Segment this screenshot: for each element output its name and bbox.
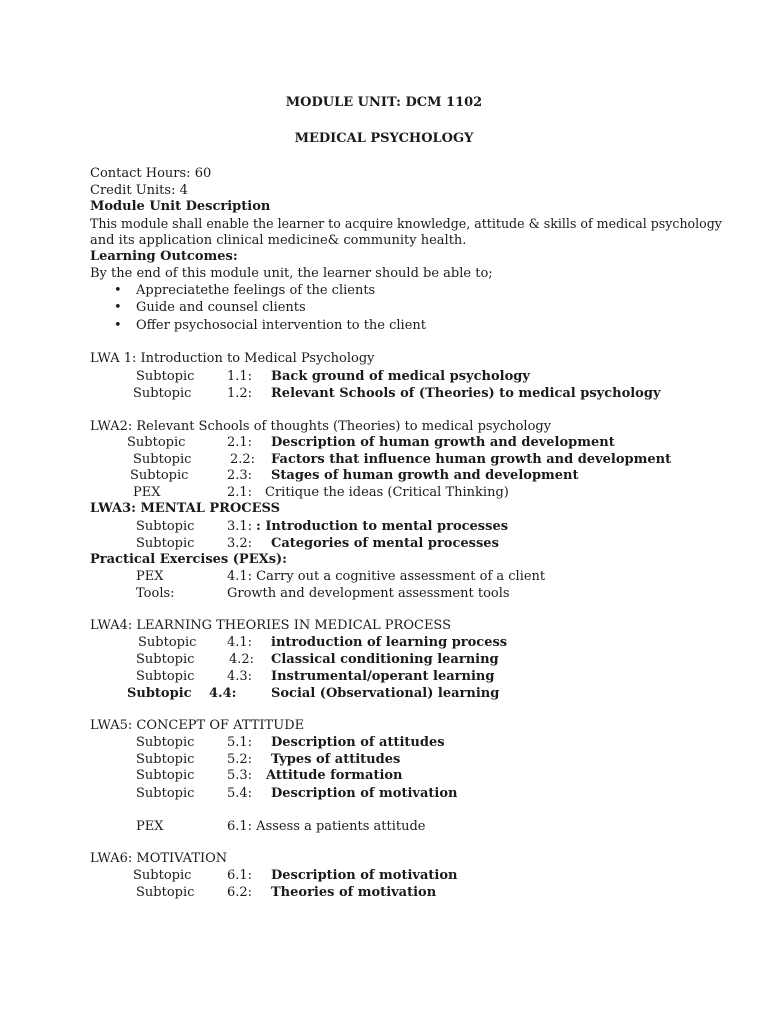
row-number: 2.3:	[227, 468, 253, 483]
bullet-icon: •	[114, 300, 122, 315]
row-topic: Attitude formation	[266, 768, 403, 783]
row-topic: 6.1: Assess a patients attitude	[227, 819, 426, 834]
bullet-icon: •	[114, 283, 122, 298]
credit-units: Credit Units: 4	[90, 183, 188, 198]
row-topic: 4.1: Carry out a cognitive assessment of a client	[227, 569, 546, 584]
row-type: Subtopic	[136, 786, 195, 801]
row-type: Subtopic	[136, 669, 195, 684]
lwa4-heading: LWA4: LEARNING THEORIES IN MEDICAL PROCESS	[90, 618, 452, 633]
module-unit-heading: MODULE UNIT: DCM 1102	[285, 95, 483, 110]
description-line-1: This module shall enable the learner to acquire knowledge, attitude & skills of medical psychology	[90, 216, 722, 231]
bullet-icon: •	[114, 318, 122, 333]
row-type: Subtopic	[127, 686, 192, 701]
contact-hours: Contact Hours: 60	[90, 166, 212, 181]
row-topic: Description of motivation	[271, 786, 458, 801]
row-topic: Critique the ideas (Critical Thinking)	[265, 485, 509, 500]
row-number: 5.3:	[227, 768, 253, 783]
row-topic: Description of human growth and development	[271, 435, 615, 450]
row-type: Subtopic	[133, 452, 192, 467]
row-number: 1.2:	[227, 386, 253, 401]
row-topic: Stages of human growth and development	[271, 468, 579, 483]
outcome-item: Offer psychosocial intervention to the client	[136, 318, 427, 333]
row-type: PEX	[136, 569, 164, 584]
row-type: Subtopic	[133, 386, 192, 401]
row-type: PEX	[136, 819, 164, 834]
row-topic: Description of motivation	[271, 868, 458, 883]
row-number: 4.1:	[227, 635, 253, 650]
row-number: 3.1:	[227, 519, 253, 534]
row-topic: Back ground of medical psychology	[271, 369, 530, 384]
row-topic: Factors that influence human growth and development	[271, 452, 672, 467]
description-line-2: and its application clinical medicine& community health.	[90, 233, 467, 248]
row-topic: Social (Observational) learning	[271, 686, 500, 701]
row-type: PEX	[133, 485, 161, 500]
row-type: Subtopic	[127, 435, 186, 450]
row-number: 2.2:	[230, 452, 256, 467]
lwa1-heading: LWA 1: Introduction to Medical Psychology	[90, 351, 375, 366]
row-type: Subtopic	[136, 885, 195, 900]
row-type: Subtopic	[136, 735, 195, 750]
outcome-item: Appreciatethe feelings of the clients	[136, 283, 376, 298]
row-topic: Classical conditioning learning	[271, 652, 499, 667]
row-topic: : Introduction to mental processes	[256, 519, 509, 534]
row-type: Subtopic	[136, 652, 195, 667]
row-number: 4.3:	[227, 669, 253, 684]
lwa5-heading: LWA5: CONCEPT OF ATTITUDE	[90, 718, 305, 733]
description-heading: Module Unit Description	[90, 199, 271, 214]
row-number: 1.1:	[227, 369, 253, 384]
practical-exercises-heading: Practical Exercises (PEXs):	[90, 552, 287, 567]
row-type: Subtopic	[130, 468, 189, 483]
row-topic: introduction of learning process	[271, 635, 508, 650]
row-number: 5.4:	[227, 786, 253, 801]
row-number: 6.1:	[227, 868, 253, 883]
row-number: 2.1:	[227, 485, 253, 500]
row-number: 5.1:	[227, 735, 253, 750]
document-title: MEDICAL PSYCHOLOGY	[294, 131, 474, 146]
row-topic: Growth and development assessment tools	[227, 586, 510, 601]
row-topic: Instrumental/operant learning	[271, 669, 495, 684]
row-type: Subtopic	[136, 519, 195, 534]
row-number: 5.2:	[227, 752, 253, 767]
row-type: Subtopic	[136, 752, 195, 767]
lwa6-heading: LWA6: MOTIVATION	[90, 851, 228, 866]
row-number: 4.4:	[209, 686, 237, 701]
row-topic: Description of attitudes	[271, 735, 445, 750]
row-type: Subtopic	[133, 868, 192, 883]
row-type: Subtopic	[138, 635, 197, 650]
row-number: 3.2:	[227, 536, 253, 551]
row-topic: Relevant Schools of (Theories) to medical psychology	[271, 386, 661, 401]
row-type: Subtopic	[136, 536, 195, 551]
row-topic: Theories of motivation	[271, 885, 437, 900]
row-number: 6.2:	[227, 885, 253, 900]
row-topic: Categories of mental processes	[271, 536, 499, 551]
row-number: 2.1:	[227, 435, 253, 450]
row-number: 4.2:	[229, 652, 255, 667]
outcomes-intro: By the end of this module unit, the learner should be able to;	[90, 266, 493, 281]
row-type: Subtopic	[136, 369, 195, 384]
outcome-item: Guide and counsel clients	[136, 300, 306, 315]
row-type: Subtopic	[136, 768, 195, 783]
row-topic: Types of attitudes	[271, 752, 401, 767]
lwa2-heading: LWA2: Relevant Schools of thoughts (Theories) to medical psychology	[90, 419, 552, 434]
lwa3-heading: LWA3: MENTAL PROCESS	[90, 501, 281, 516]
row-type: Tools:	[136, 586, 175, 601]
outcomes-heading: Learning Outcomes:	[90, 249, 238, 264]
